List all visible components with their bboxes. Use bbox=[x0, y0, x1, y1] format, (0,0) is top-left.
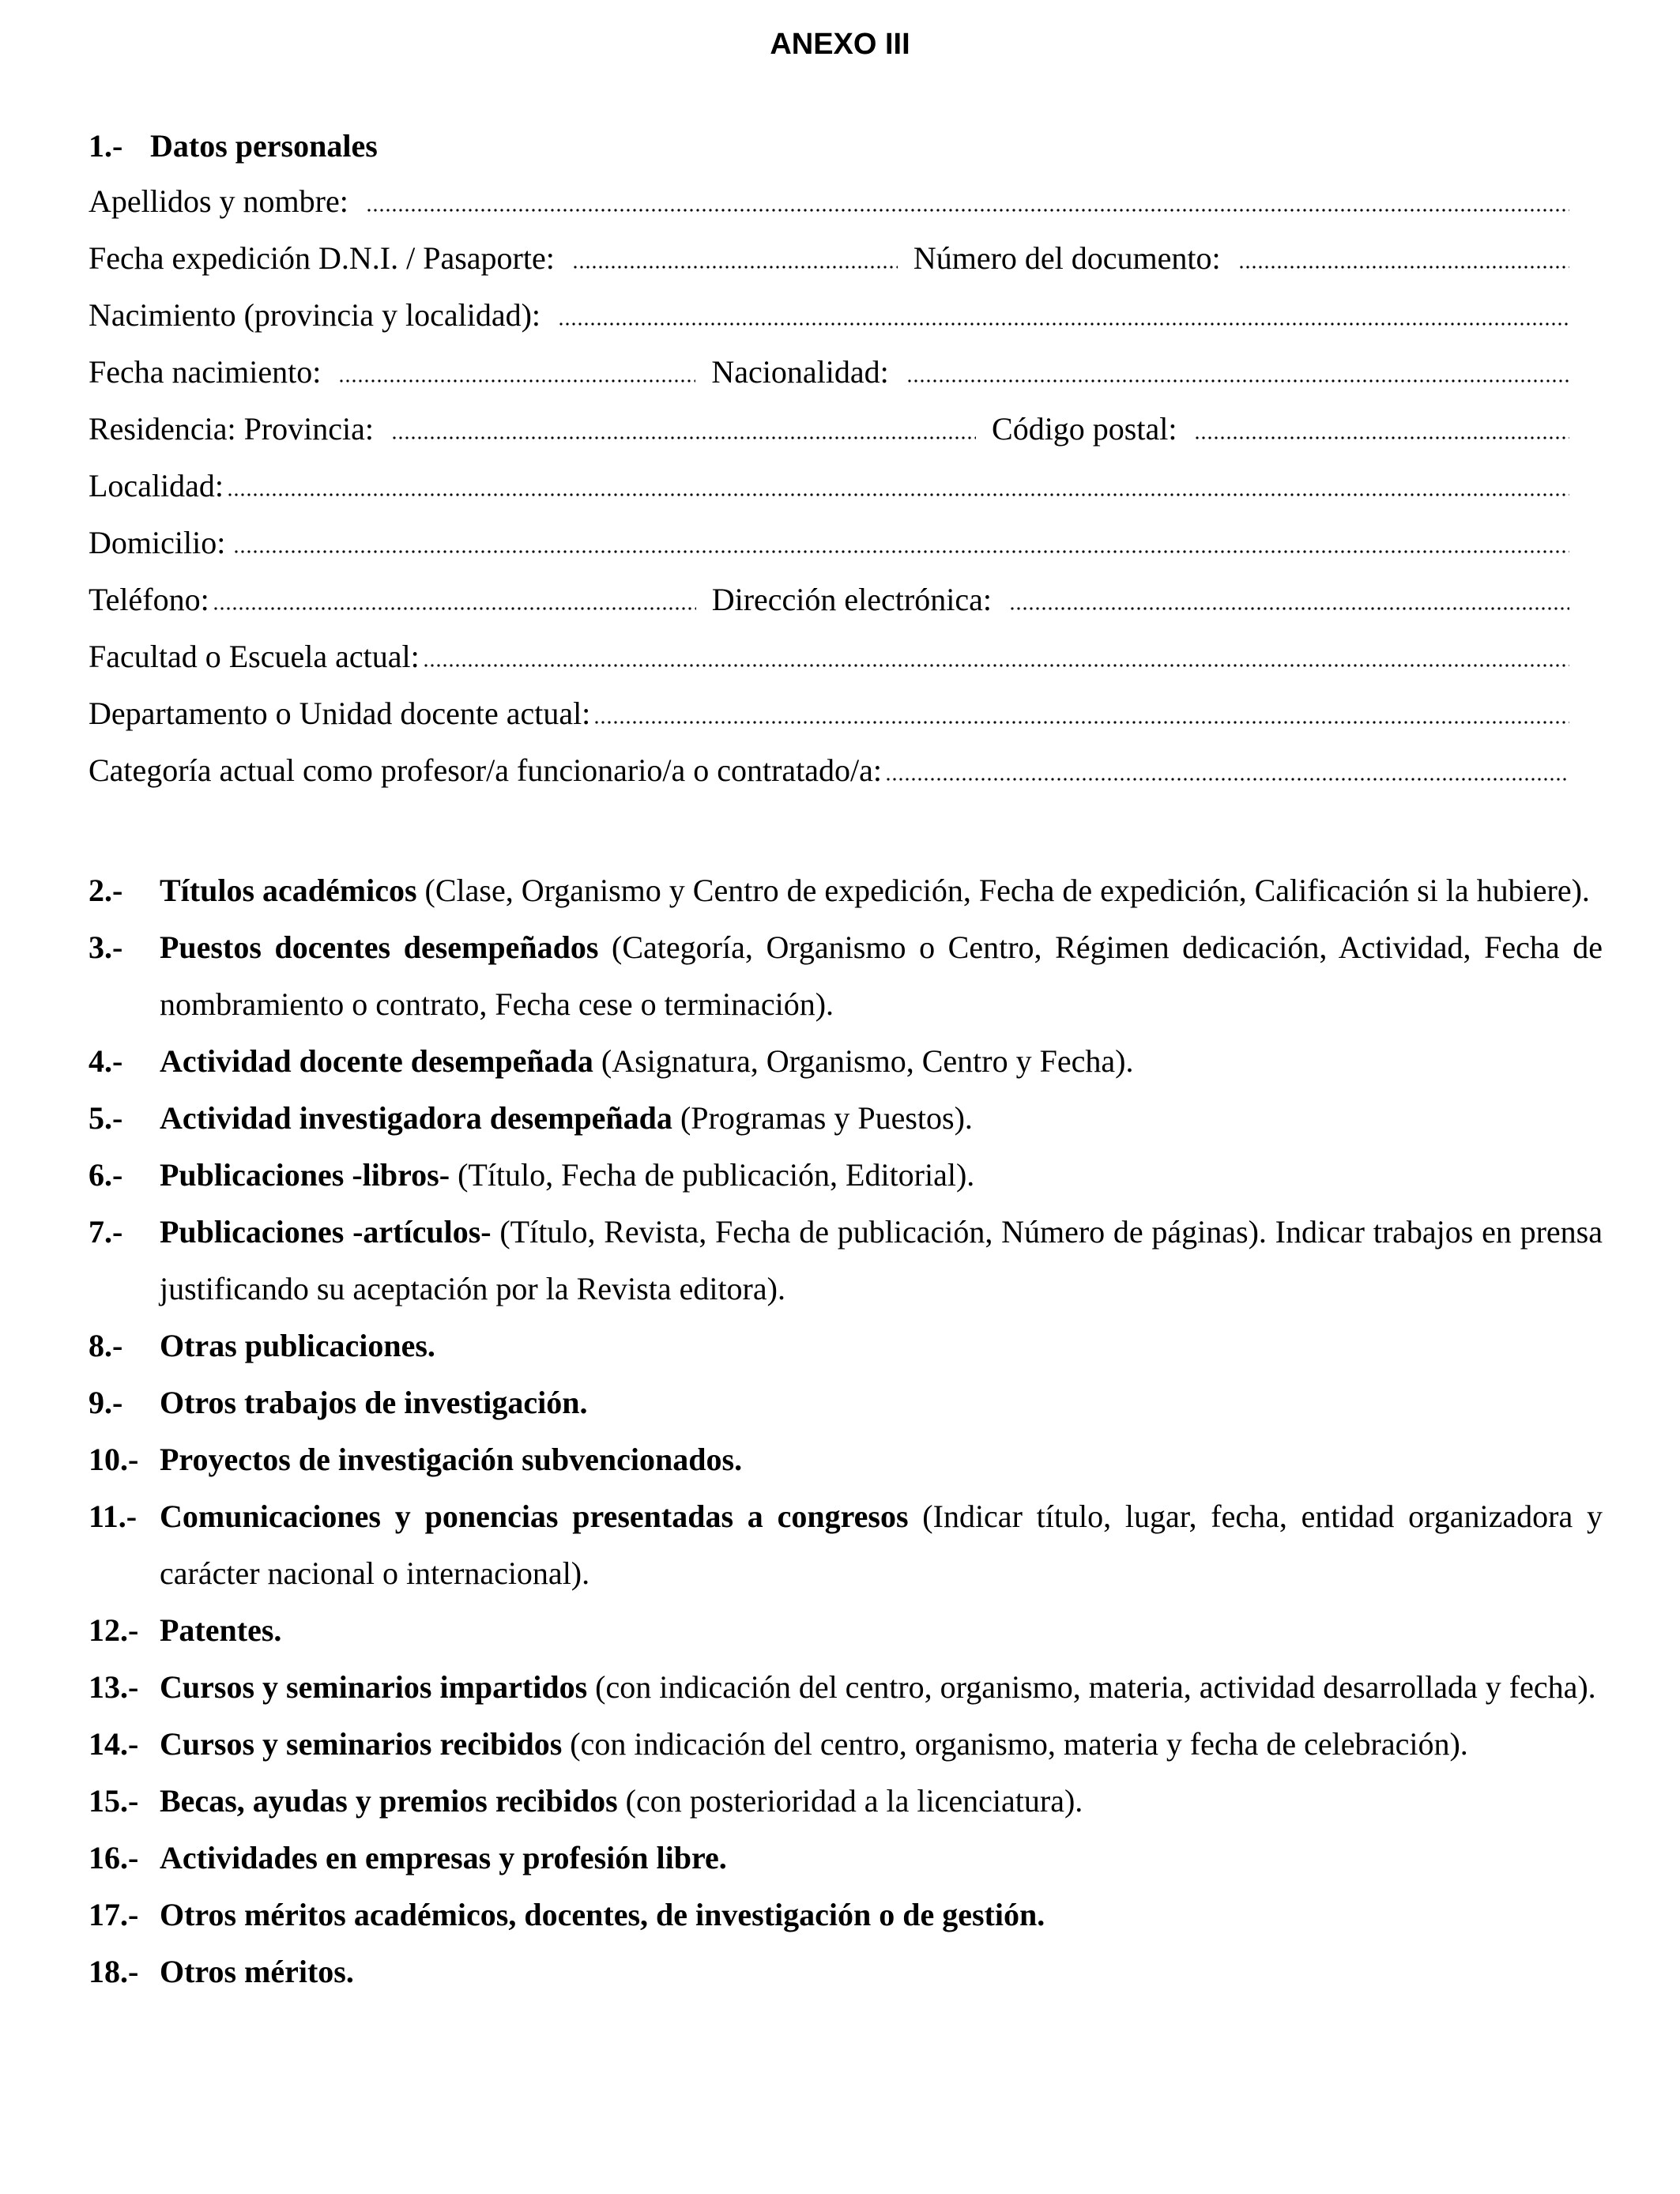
list-item bbox=[89, 1431, 1603, 1488]
fill-in-dotted-line bbox=[227, 492, 1569, 498]
item-number: 8.- bbox=[89, 1328, 123, 1363]
item-title: Actividades en empresas y profesión libre. bbox=[160, 1840, 727, 1875]
item-title: Publicaciones -artículos- bbox=[160, 1214, 492, 1250]
item-body bbox=[160, 1374, 1603, 1431]
item-body bbox=[160, 862, 1603, 919]
item-title: Títulos académicos bbox=[160, 873, 417, 908]
list-item bbox=[89, 1602, 1603, 1659]
fill-in-dotted-line bbox=[906, 378, 1569, 384]
item-number: 16.- bbox=[89, 1840, 139, 1875]
item-number: 18.- bbox=[89, 1954, 139, 1989]
item-number: 9.- bbox=[89, 1385, 123, 1420]
list-item bbox=[89, 1204, 1603, 1318]
field-apellidos-nombre bbox=[89, 180, 1571, 221]
field-facultad bbox=[89, 635, 1571, 677]
item-title: Comunicaciones y ponencias presentadas a congresos bbox=[160, 1498, 909, 1534]
list-item bbox=[89, 1318, 1603, 1374]
field-label: Domicilio: bbox=[89, 525, 226, 560]
item-description: (Indicar título, lugar, fecha, entidad organizadora y carácter nacional o internacional). bbox=[160, 1498, 1603, 1591]
item-number: 11.- bbox=[89, 1498, 137, 1534]
item-body bbox=[160, 1488, 1603, 1602]
item-title: Otros méritos. bbox=[160, 1954, 354, 1989]
item-body bbox=[160, 1602, 1603, 1659]
item-title: Puestos docentes desempeñados bbox=[160, 929, 599, 965]
list-item bbox=[89, 1033, 1603, 1090]
item-body bbox=[160, 1943, 1603, 2000]
fill-in-dotted-line bbox=[391, 435, 976, 441]
item-number: 10.- bbox=[89, 1442, 139, 1477]
item-title: Otros trabajos de investigación. bbox=[160, 1385, 588, 1420]
field-label: Localidad: bbox=[89, 468, 224, 503]
fill-in-dotted-line bbox=[558, 321, 1569, 327]
item-title: Otros méritos académicos, docentes, de investigación o de gestión. bbox=[160, 1897, 1045, 1932]
item-number: 15.- bbox=[89, 1783, 139, 1819]
item-body bbox=[160, 1090, 1603, 1147]
item-title: Cursos y seminarios impartidos bbox=[160, 1669, 588, 1705]
item-title: Becas, ayudas y premios recibidos bbox=[160, 1783, 618, 1819]
item-number: 12.- bbox=[89, 1612, 139, 1648]
item-body bbox=[160, 1773, 1603, 1830]
field-label: Categoría actual como profesor/a funcionario/a o contratado/a: bbox=[89, 752, 883, 788]
item-body bbox=[160, 1147, 1603, 1204]
item-number: 7.- bbox=[89, 1214, 123, 1250]
field-label: Fecha nacimiento: bbox=[89, 354, 322, 390]
merits-list bbox=[89, 862, 1603, 2000]
item-body bbox=[160, 1830, 1603, 1887]
item-body bbox=[160, 1887, 1603, 1943]
fill-in-dotted-line bbox=[366, 207, 1569, 213]
fill-in-dotted-line bbox=[1009, 605, 1569, 612]
document-title: ANEXO III bbox=[770, 28, 910, 61]
item-description: (Título, Fecha de publicación, Editorial). bbox=[450, 1157, 975, 1193]
item-description: (Clase, Organismo y Centro de expedición, Fecha de expedición, Calificación si la hubiere). bbox=[416, 873, 1590, 908]
field-label: Número del documento: bbox=[913, 240, 1221, 276]
item-description: (con posterioridad a la licenciatura). bbox=[617, 1783, 1083, 1819]
item-body bbox=[160, 1431, 1603, 1488]
field-categoria bbox=[89, 749, 1571, 790]
item-number: 6.- bbox=[89, 1157, 123, 1193]
item-title: Patentes. bbox=[160, 1612, 282, 1648]
fill-in-dotted-line bbox=[1194, 435, 1569, 441]
field-nacimiento bbox=[89, 294, 1571, 335]
fill-in-dotted-line bbox=[885, 776, 1569, 782]
item-title: Publicaciones -libros- bbox=[160, 1157, 450, 1193]
item-number: 2.- bbox=[89, 873, 123, 908]
field-label: Facultad o Escuela actual: bbox=[89, 639, 420, 674]
list-item bbox=[89, 919, 1603, 1033]
field-domicilio bbox=[89, 522, 1571, 563]
field-label: Nacionalidad: bbox=[711, 354, 889, 390]
section-personal-data-heading bbox=[89, 126, 378, 166]
item-description: (Categoría, Organismo o Centro, Régimen dedicación, Actividad, Fecha de nombramiento o contrato, Fecha cese o terminación). bbox=[160, 929, 1603, 1022]
list-item bbox=[89, 1659, 1603, 1716]
item-number: 13.- bbox=[89, 1669, 139, 1705]
list-item bbox=[89, 1488, 1603, 1602]
item-number: 17.- bbox=[89, 1897, 139, 1932]
item-number: 14.- bbox=[89, 1726, 139, 1762]
item-description: (Asignatura, Organismo, Centro y Fecha). bbox=[593, 1043, 1134, 1079]
field-label: Residencia: Provincia: bbox=[89, 411, 375, 447]
fill-in-dotted-line bbox=[338, 378, 695, 384]
list-item bbox=[89, 1943, 1603, 2000]
item-description: (Título, Revista, Fecha de publicación, Número de páginas). Indicar trabajos en prensa justificando su aceptación por la Revista editora). bbox=[160, 1214, 1603, 1306]
fill-in-dotted-line bbox=[572, 264, 898, 270]
item-body bbox=[160, 1318, 1603, 1374]
item-body bbox=[160, 1659, 1603, 1716]
field-localidad bbox=[89, 465, 1571, 506]
fill-in-dotted-line bbox=[1238, 264, 1569, 270]
item-title: Proyectos de investigación subvencionados. bbox=[160, 1442, 743, 1477]
item-number: 3.- bbox=[89, 929, 123, 965]
item-number: 4.- bbox=[89, 1043, 123, 1079]
list-item bbox=[89, 1830, 1603, 1887]
item-title: Actividad docente desempeñada bbox=[160, 1043, 593, 1079]
field-label: Departamento o Unidad docente actual: bbox=[89, 696, 591, 731]
list-item bbox=[89, 1773, 1603, 1830]
item-description: (con indicación del centro, organismo, materia, actividad desarrollada y fecha). bbox=[587, 1669, 1596, 1705]
field-label: Dirección electrónica: bbox=[711, 582, 992, 617]
item-body bbox=[160, 1204, 1603, 1318]
item-number: 5.- bbox=[89, 1100, 123, 1136]
item-body bbox=[160, 919, 1603, 1033]
list-item bbox=[89, 1090, 1603, 1147]
section-number: 1.- bbox=[89, 128, 123, 164]
fill-in-dotted-line bbox=[233, 548, 1569, 555]
field-fecha-nacimiento-nacionalidad bbox=[89, 351, 1571, 392]
item-body bbox=[160, 1716, 1603, 1773]
field-fecha-expedicion-numero-documento bbox=[89, 237, 1571, 278]
item-description: (Programas y Puestos). bbox=[672, 1100, 973, 1136]
field-departamento bbox=[89, 692, 1571, 733]
field-label: Fecha expedición D.N.I. / Pasaporte: bbox=[89, 240, 555, 276]
item-body bbox=[160, 1033, 1603, 1090]
list-item bbox=[89, 862, 1603, 919]
section-heading-text: Datos personales bbox=[150, 128, 378, 164]
item-title: Cursos y seminarios recibidos bbox=[160, 1726, 563, 1762]
field-label: Código postal: bbox=[992, 411, 1177, 447]
field-residencia-codigo-postal bbox=[89, 408, 1571, 449]
list-item bbox=[89, 1147, 1603, 1204]
item-description: (con indicación del centro, organismo, materia y fecha de celebración). bbox=[562, 1726, 1468, 1762]
field-label: Apellidos y nombre: bbox=[89, 183, 348, 219]
field-telefono-direccion-electronica bbox=[89, 579, 1571, 620]
list-item bbox=[89, 1887, 1603, 1943]
field-label: Nacimiento (provincia y localidad): bbox=[89, 297, 541, 333]
fill-in-dotted-line bbox=[423, 662, 1569, 669]
field-label: Teléfono: bbox=[89, 582, 209, 617]
item-title: Otras publicaciones. bbox=[160, 1328, 435, 1363]
item-title: Actividad investigadora desempeñada bbox=[160, 1100, 672, 1136]
list-item bbox=[89, 1716, 1603, 1773]
fill-in-dotted-line bbox=[213, 605, 696, 612]
list-item bbox=[89, 1374, 1603, 1431]
fill-in-dotted-line bbox=[593, 719, 1569, 726]
